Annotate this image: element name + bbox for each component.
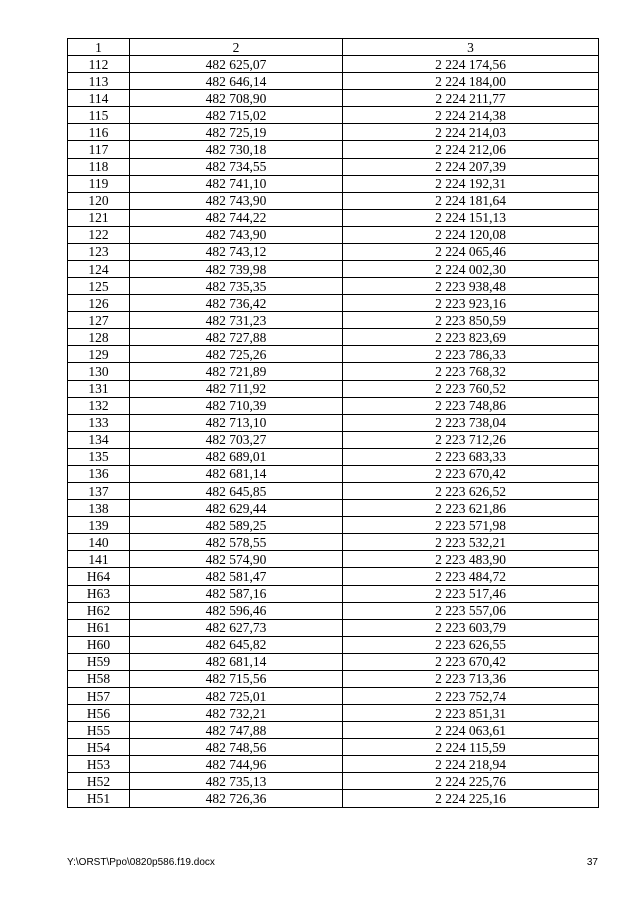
x-coordinate-cell: 482 748,56 (130, 739, 343, 756)
y-coordinate-cell: 2 223 923,16 (343, 295, 599, 312)
header-col-2: 2 (130, 39, 343, 56)
table-row (68, 397, 599, 414)
y-coordinate-cell: 2 223 483,90 (343, 551, 599, 568)
table-row (68, 243, 599, 260)
point-id-cell: 130 (68, 363, 130, 380)
x-coordinate-cell: 482 744,96 (130, 756, 343, 773)
y-coordinate-cell: 2 223 850,59 (343, 312, 599, 329)
y-coordinate-cell: 2 223 713,36 (343, 670, 599, 687)
y-coordinate-cell: 2 224 174,56 (343, 56, 599, 73)
x-coordinate-cell: 482 747,88 (130, 722, 343, 739)
x-coordinate-cell: 482 713,10 (130, 414, 343, 431)
table-row (68, 192, 599, 209)
y-coordinate-cell: 2 224 225,16 (343, 790, 599, 807)
table-row (68, 329, 599, 346)
x-coordinate-cell: 482 739,98 (130, 261, 343, 278)
point-id-cell: 126 (68, 295, 130, 312)
table-row (68, 56, 599, 73)
y-coordinate-cell: 2 223 670,42 (343, 465, 599, 482)
table-row (68, 705, 599, 722)
point-id-cell: 116 (68, 124, 130, 141)
header-col-1: 1 (68, 39, 130, 56)
point-id-cell: 131 (68, 380, 130, 397)
x-coordinate-cell: 482 715,02 (130, 107, 343, 124)
y-coordinate-cell: 2 223 571,98 (343, 517, 599, 534)
table-row (68, 90, 599, 107)
table-row (68, 380, 599, 397)
x-coordinate-cell: 482 629,44 (130, 500, 343, 517)
x-coordinate-cell: 482 645,82 (130, 636, 343, 653)
table-header-row (68, 39, 599, 56)
x-coordinate-cell: 482 744,22 (130, 209, 343, 226)
y-coordinate-cell: 2 224 214,03 (343, 124, 599, 141)
point-id-cell: 123 (68, 243, 130, 260)
footer-file-path: Y:\ORST\Ppo\0820p586.f19.docx (67, 857, 215, 868)
point-id-cell: H52 (68, 773, 130, 790)
table-row (68, 619, 599, 636)
y-coordinate-cell: 2 224 207,39 (343, 158, 599, 175)
point-id-cell: 141 (68, 551, 130, 568)
x-coordinate-cell: 482 703,27 (130, 431, 343, 448)
table-row (68, 465, 599, 482)
point-id-cell: H51 (68, 790, 130, 807)
y-coordinate-cell: 2 224 192,31 (343, 175, 599, 192)
table-row (68, 739, 599, 756)
point-id-cell: 132 (68, 397, 130, 414)
point-id-cell: H55 (68, 722, 130, 739)
y-coordinate-cell: 2 223 823,69 (343, 329, 599, 346)
table-body (68, 56, 599, 807)
y-coordinate-cell: 2 224 151,13 (343, 209, 599, 226)
table-row (68, 209, 599, 226)
x-coordinate-cell: 482 736,42 (130, 295, 343, 312)
x-coordinate-cell: 482 627,73 (130, 619, 343, 636)
point-id-cell: 125 (68, 278, 130, 295)
point-id-cell: H54 (68, 739, 130, 756)
y-coordinate-cell: 2 224 181,64 (343, 192, 599, 209)
y-coordinate-cell: 2 223 851,31 (343, 705, 599, 722)
x-coordinate-cell: 482 734,55 (130, 158, 343, 175)
x-coordinate-cell: 482 735,13 (130, 773, 343, 790)
point-id-cell: 128 (68, 329, 130, 346)
point-id-cell: 122 (68, 226, 130, 243)
point-id-cell: 138 (68, 500, 130, 517)
x-coordinate-cell: 482 645,85 (130, 483, 343, 500)
x-coordinate-cell: 482 743,90 (130, 192, 343, 209)
point-id-cell: 140 (68, 534, 130, 551)
y-coordinate-cell: 2 223 532,21 (343, 534, 599, 551)
x-coordinate-cell: 482 727,88 (130, 329, 343, 346)
table-row (68, 585, 599, 602)
table-row (68, 483, 599, 500)
table-row (68, 568, 599, 585)
x-coordinate-cell: 482 741,10 (130, 175, 343, 192)
x-coordinate-cell: 482 581,47 (130, 568, 343, 585)
y-coordinate-cell: 2 224 225,76 (343, 773, 599, 790)
x-coordinate-cell: 482 725,19 (130, 124, 343, 141)
y-coordinate-cell: 2 223 768,32 (343, 363, 599, 380)
point-id-cell: H58 (68, 670, 130, 687)
x-coordinate-cell: 482 721,89 (130, 363, 343, 380)
point-id-cell: H63 (68, 585, 130, 602)
table-row (68, 295, 599, 312)
table-row (68, 602, 599, 619)
table-row (68, 773, 599, 790)
point-id-cell: 124 (68, 261, 130, 278)
table-row (68, 226, 599, 243)
coordinates-table (67, 38, 599, 808)
point-id-cell: H56 (68, 705, 130, 722)
table-row (68, 790, 599, 807)
x-coordinate-cell: 482 730,18 (130, 141, 343, 158)
y-coordinate-cell: 2 224 212,06 (343, 141, 599, 158)
y-coordinate-cell: 2 223 712,26 (343, 431, 599, 448)
y-coordinate-cell: 2 223 683,33 (343, 448, 599, 465)
y-coordinate-cell: 2 224 065,46 (343, 243, 599, 260)
table-row (68, 124, 599, 141)
point-id-cell: 120 (68, 192, 130, 209)
point-id-cell: 112 (68, 56, 130, 73)
table-row (68, 636, 599, 653)
x-coordinate-cell: 482 725,01 (130, 687, 343, 704)
point-id-cell: 137 (68, 483, 130, 500)
table-row (68, 261, 599, 278)
table-row (68, 722, 599, 739)
y-coordinate-cell: 2 223 752,74 (343, 687, 599, 704)
point-id-cell: H61 (68, 619, 130, 636)
table-row (68, 653, 599, 670)
x-coordinate-cell: 482 681,14 (130, 465, 343, 482)
y-coordinate-cell: 2 223 738,04 (343, 414, 599, 431)
table-row (68, 107, 599, 124)
table-row (68, 73, 599, 90)
point-id-cell: 114 (68, 90, 130, 107)
y-coordinate-cell: 2 223 621,86 (343, 500, 599, 517)
point-id-cell: H57 (68, 687, 130, 704)
point-id-cell: 134 (68, 431, 130, 448)
y-coordinate-cell: 2 223 786,33 (343, 346, 599, 363)
point-id-cell: 133 (68, 414, 130, 431)
x-coordinate-cell: 482 596,46 (130, 602, 343, 619)
x-coordinate-cell: 482 715,56 (130, 670, 343, 687)
point-id-cell: H60 (68, 636, 130, 653)
table-row (68, 141, 599, 158)
y-coordinate-cell: 2 224 184,00 (343, 73, 599, 90)
point-id-cell: H53 (68, 756, 130, 773)
table-row (68, 158, 599, 175)
table-row (68, 312, 599, 329)
x-coordinate-cell: 482 681,14 (130, 653, 343, 670)
x-coordinate-cell: 482 743,12 (130, 243, 343, 260)
x-coordinate-cell: 482 725,26 (130, 346, 343, 363)
y-coordinate-cell: 2 224 002,30 (343, 261, 599, 278)
table-row (68, 278, 599, 295)
x-coordinate-cell: 482 587,16 (130, 585, 343, 602)
y-coordinate-cell: 2 224 218,94 (343, 756, 599, 773)
table-row (68, 500, 599, 517)
table-row (68, 175, 599, 192)
point-id-cell: H64 (68, 568, 130, 585)
y-coordinate-cell: 2 223 670,42 (343, 653, 599, 670)
x-coordinate-cell: 482 711,92 (130, 380, 343, 397)
x-coordinate-cell: 482 625,07 (130, 56, 343, 73)
point-id-cell: 118 (68, 158, 130, 175)
y-coordinate-cell: 2 223 484,72 (343, 568, 599, 585)
table-row (68, 670, 599, 687)
x-coordinate-cell: 482 743,90 (130, 226, 343, 243)
x-coordinate-cell: 482 710,39 (130, 397, 343, 414)
y-coordinate-cell: 2 223 626,52 (343, 483, 599, 500)
table-row (68, 414, 599, 431)
point-id-cell: 121 (68, 209, 130, 226)
y-coordinate-cell: 2 224 063,61 (343, 722, 599, 739)
y-coordinate-cell: 2 223 748,86 (343, 397, 599, 414)
x-coordinate-cell: 482 689,01 (130, 448, 343, 465)
x-coordinate-cell: 482 735,35 (130, 278, 343, 295)
y-coordinate-cell: 2 223 603,79 (343, 619, 599, 636)
table-row (68, 687, 599, 704)
y-coordinate-cell: 2 224 115,59 (343, 739, 599, 756)
table-row (68, 363, 599, 380)
y-coordinate-cell: 2 224 214,38 (343, 107, 599, 124)
point-id-cell: 117 (68, 141, 130, 158)
x-coordinate-cell: 482 589,25 (130, 517, 343, 534)
point-id-cell: 135 (68, 448, 130, 465)
point-id-cell: 139 (68, 517, 130, 534)
x-coordinate-cell: 482 646,14 (130, 73, 343, 90)
point-id-cell: 136 (68, 465, 130, 482)
table-row (68, 534, 599, 551)
y-coordinate-cell: 2 223 938,48 (343, 278, 599, 295)
point-id-cell: 119 (68, 175, 130, 192)
x-coordinate-cell: 482 708,90 (130, 90, 343, 107)
y-coordinate-cell: 2 224 211,77 (343, 90, 599, 107)
x-coordinate-cell: 482 731,23 (130, 312, 343, 329)
table-row (68, 517, 599, 534)
point-id-cell: 115 (68, 107, 130, 124)
point-id-cell: 113 (68, 73, 130, 90)
table-row (68, 431, 599, 448)
point-id-cell: H62 (68, 602, 130, 619)
table-row (68, 551, 599, 568)
y-coordinate-cell: 2 223 626,55 (343, 636, 599, 653)
point-id-cell: H59 (68, 653, 130, 670)
x-coordinate-cell: 482 574,90 (130, 551, 343, 568)
y-coordinate-cell: 2 223 557,06 (343, 602, 599, 619)
table-row (68, 448, 599, 465)
x-coordinate-cell: 482 726,36 (130, 790, 343, 807)
header-col-3: 3 (343, 39, 599, 56)
table-row (68, 756, 599, 773)
point-id-cell: 129 (68, 346, 130, 363)
y-coordinate-cell: 2 224 120,08 (343, 226, 599, 243)
y-coordinate-cell: 2 223 760,52 (343, 380, 599, 397)
x-coordinate-cell: 482 732,21 (130, 705, 343, 722)
point-id-cell: 127 (68, 312, 130, 329)
table-row (68, 346, 599, 363)
y-coordinate-cell: 2 223 517,46 (343, 585, 599, 602)
footer-page-number: 37 (586, 857, 598, 868)
x-coordinate-cell: 482 578,55 (130, 534, 343, 551)
